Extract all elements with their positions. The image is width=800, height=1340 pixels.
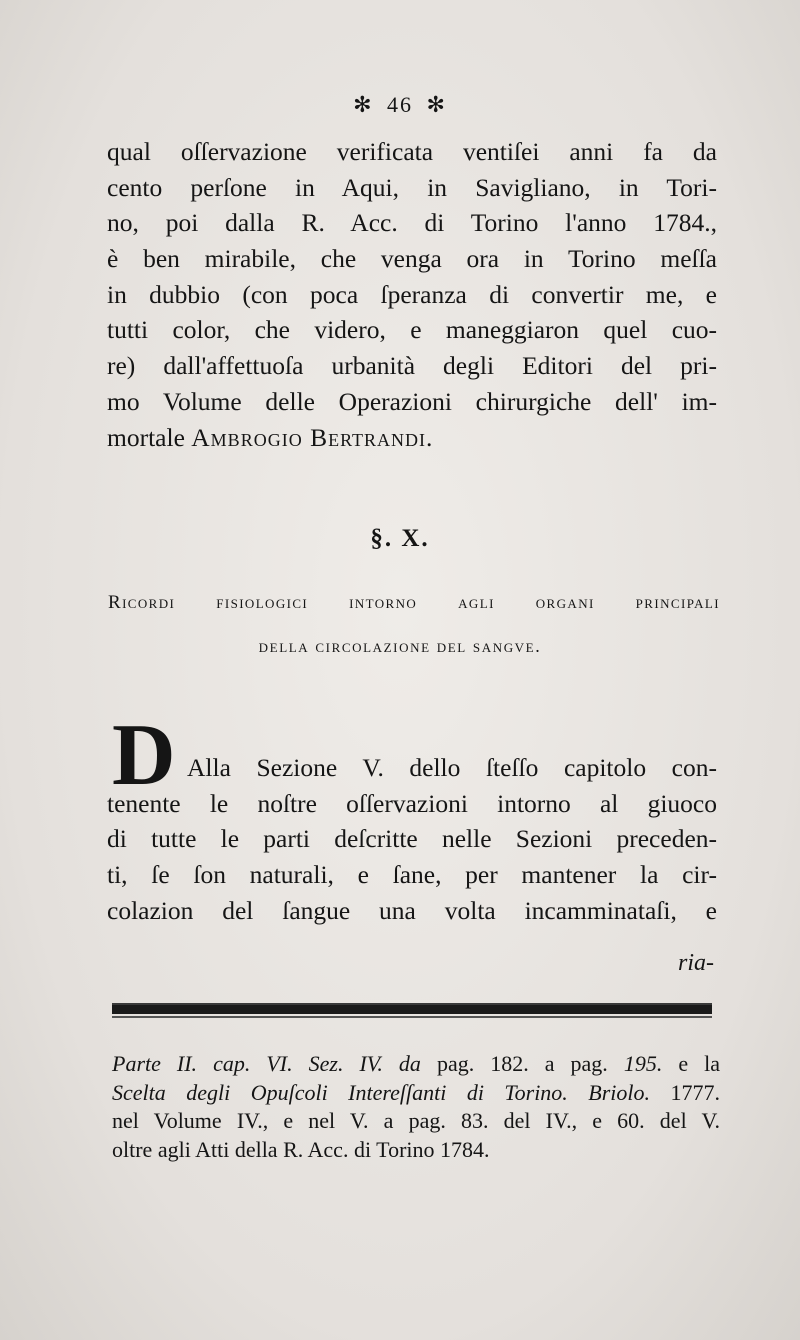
author-name: Ambrogio Bertrandi xyxy=(191,422,426,452)
text-line: è ben mirabile, che venga ora in Torino meſſa xyxy=(107,244,717,274)
footnote-fragment: Parte II. cap. VI. Sez. IV. da xyxy=(112,1051,421,1076)
text-line: colazion del ſangue una volta incamminataſi, e xyxy=(107,895,717,925)
footnote-line: nel Volume IV., e nel V. a pag. 83. del IV., e 60. del V. xyxy=(112,1108,720,1133)
text-line: tenente le noſtre oſſervazioni intorno al giuoco xyxy=(107,788,717,818)
text-line: di tutte le parti deſcritte nelle Sezioni preceden- xyxy=(107,824,717,854)
page-header xyxy=(0,92,800,118)
text-line: ti, ſe ſon naturali, e ſane, per mantener la cir- xyxy=(107,860,717,890)
section-title-line-1: Ricordi fisiologici intorno agli organi principali xyxy=(108,592,720,613)
section-number: §. X. xyxy=(370,525,430,552)
text-line: mo Volume delle Operazioni chirurgiche dell' im- xyxy=(107,386,717,416)
text-line: Alla Sezione V. dello ſteſſo capitolo con- xyxy=(187,753,717,782)
footnote-rule xyxy=(112,1003,712,1014)
drop-capital: D xyxy=(112,707,176,804)
footnote-fragment: Scelta degli Opuſcoli Intereſſanti di Torino. Briolo. xyxy=(112,1079,651,1105)
section-title-line-2: della circolazione del sangve. xyxy=(258,636,542,656)
paragraph-2 xyxy=(107,750,717,928)
footnote-line: oltre agli Atti della R. Acc. di Torino 1784. xyxy=(112,1136,490,1162)
text-line-last xyxy=(107,420,717,456)
ornament-right-icon: ✻ xyxy=(426,93,447,118)
footnote-line xyxy=(112,1050,720,1079)
footnote-fragment: 1777. xyxy=(650,1079,720,1105)
text-line: no, poi dalla R. Acc. di Torino l'anno 1784., xyxy=(107,208,717,238)
text-line: re) dall'affettuoſa urbanità degli Editori del pri- xyxy=(107,351,717,381)
catchword: ria- xyxy=(678,950,714,976)
text-line: qual oſſervazione verificata ventiſei anni fa da xyxy=(107,137,717,166)
footnote xyxy=(112,1050,720,1164)
text-line: cento perſone in Aqui, in Savigliano, in Tori- xyxy=(107,172,717,202)
text-fragment: . xyxy=(425,422,433,452)
text-line: in dubbio (con poca ſperanza di convertir me, e xyxy=(107,279,717,309)
footnote-fragment: pag. 182. a pag. xyxy=(420,1051,624,1076)
footnote-fragment: e la xyxy=(662,1051,720,1076)
paragraph-1 xyxy=(107,134,717,455)
footnote-rule-thin xyxy=(112,1016,712,1018)
text-fragment: mortale xyxy=(107,422,192,452)
footnote-fragment: 195. xyxy=(623,1051,663,1076)
text-line: tutti color, che videro, e maneggiaron quel cuo- xyxy=(107,315,717,345)
footnote-line xyxy=(112,1079,720,1108)
ornament-left-icon: ✻ xyxy=(353,93,374,118)
page-number: 46 xyxy=(387,92,413,117)
